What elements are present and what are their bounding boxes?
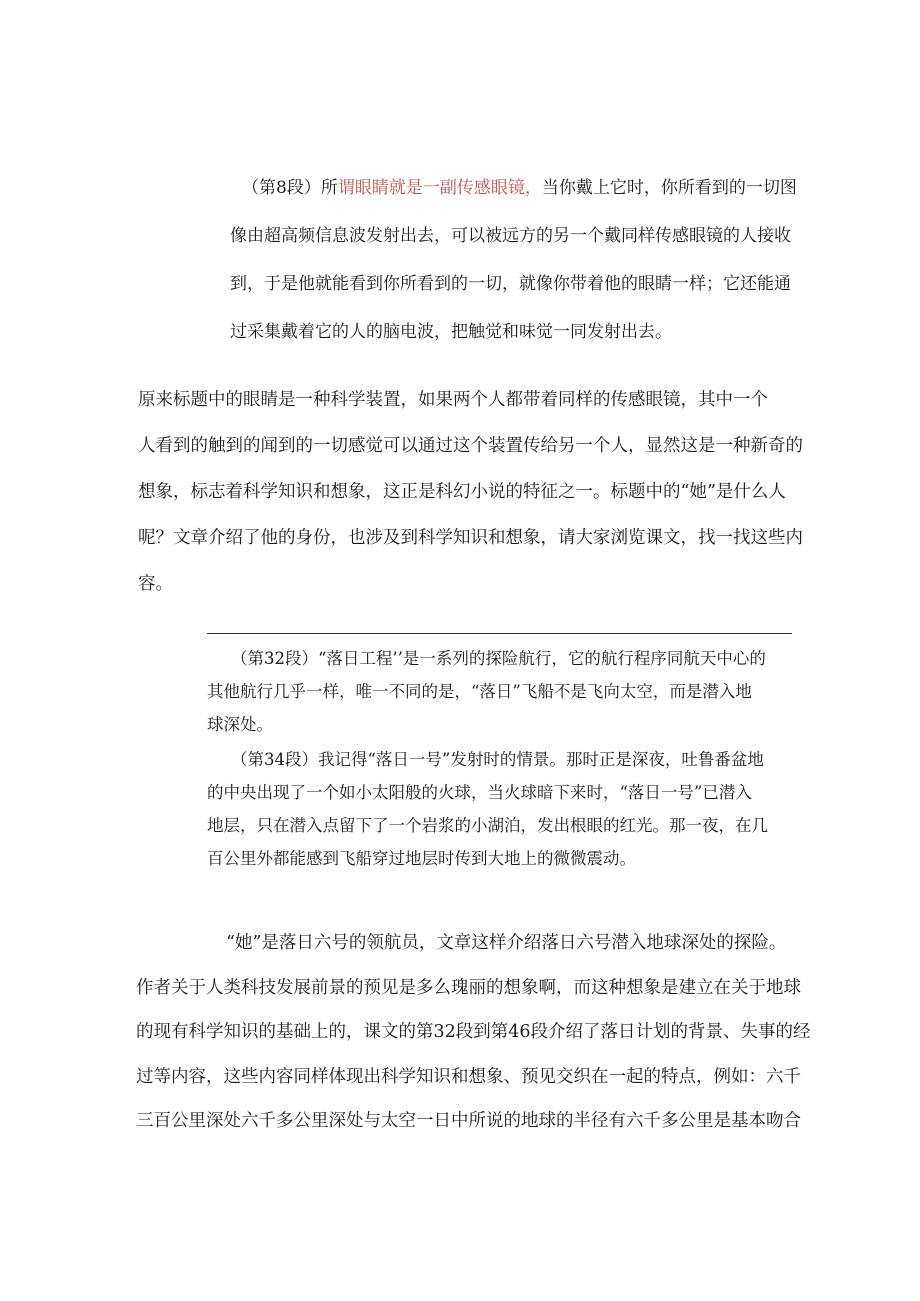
quote-p34-line: 的中央出现了一个如小太阳般的火球，当火球暗下来时，“落日一号”已潜入 xyxy=(207,783,752,802)
bottom-line: 过等内容，这些内容同样体现出科学知识和想象、预见交织在一起的特点，例如：六千 xyxy=(136,1066,801,1087)
bottom-commentary-paragraph xyxy=(136,921,811,1144)
bottom-line: 的现有科学知识的基础上的，课文的第32段到第46段介绍了落日计划的背景、失事的经 xyxy=(136,1022,811,1042)
bottom-line: “她”是落日六号的领航员，文章这样介绍落日六号潜入地球深处的探险。 xyxy=(226,933,787,953)
commentary-line: 容。 xyxy=(138,574,173,594)
quote-p32-line: （第32段）“落日工程’’是一系列的探险航行，它的航行程序同航天中心的 xyxy=(231,649,766,668)
horizontal-divider xyxy=(207,633,792,634)
quote-p34-line: 百公里外都能感到飞船穿过地层时传到大地上的微微震动。 xyxy=(207,849,636,868)
quote-p8-label: （第8段）所 xyxy=(242,178,338,198)
quote-paragraph-8 xyxy=(230,164,810,356)
quote-paragraph-34 xyxy=(207,743,792,875)
commentary-line: 呢？文章介绍了他的身份，也涉及到科学知识和想象，请大家浏览课文，找一找这些内 xyxy=(138,528,803,548)
quote-p8-line-1-rest: 当你戴上它时，你所看到的一切图 xyxy=(541,178,797,198)
quote-p8-line-1 xyxy=(242,164,810,212)
commentary-paragraph xyxy=(138,377,803,607)
quote-p8-line: 过采集戴着它的人的脑电波，把触觉和味觉一同发射出去。 xyxy=(230,322,672,342)
quote-paragraph-32 xyxy=(207,642,792,741)
quote-p32-line: 其他航行几乎一样，唯一不同的是，“落日”飞船不是飞向太空，而是潜入地 xyxy=(207,682,752,701)
commentary-line: 人看到的触到的闻到的一切感觉可以通过这个装置传给另一个人，显然这是一种新奇的 xyxy=(138,436,803,456)
bottom-line: 作者关于人类科技发展前景的预见是多么瑰丽的想象啊，而这种想象是建立在关于地球 xyxy=(136,977,801,998)
quote-p34-line: （第34段）我记得“落日一号”发射时的情景。那时正是深夜，吐鲁番盆地 xyxy=(231,750,764,769)
commentary-line: 想象，标志着科学知识和想象，这正是科幻小说的特征之一。标题中的“她”是什么人 xyxy=(138,482,786,502)
highlighted-phrase: 谓眼睛就是一副传感眼镜， xyxy=(337,178,542,198)
quote-p32-line: 球深处。 xyxy=(207,715,273,734)
bottom-line: 三百公里深处六千多公里深处与太空一日中所说的地球的半径有六千多公里是基本吻合 xyxy=(136,1111,801,1131)
quote-p8-line: 到，于是他就能看到你所看到的一切，就像你带着他的眼睛一样；它还能通 xyxy=(230,274,791,294)
quote-p34-line: 地层，只在潜入点留下了一个岩浆的小湖泊，发出根眼的红光。那一夜，在几 xyxy=(207,816,768,835)
quote-p8-line: 像由超高频信息波发射出去，可以被远方的另一个戴同样传感眼镜的人接收 xyxy=(230,226,791,246)
commentary-line: 原来标题中的眼睛是一种科学装置，如果两个人都带着同样的传感眼镜，其中一个 xyxy=(138,390,768,410)
